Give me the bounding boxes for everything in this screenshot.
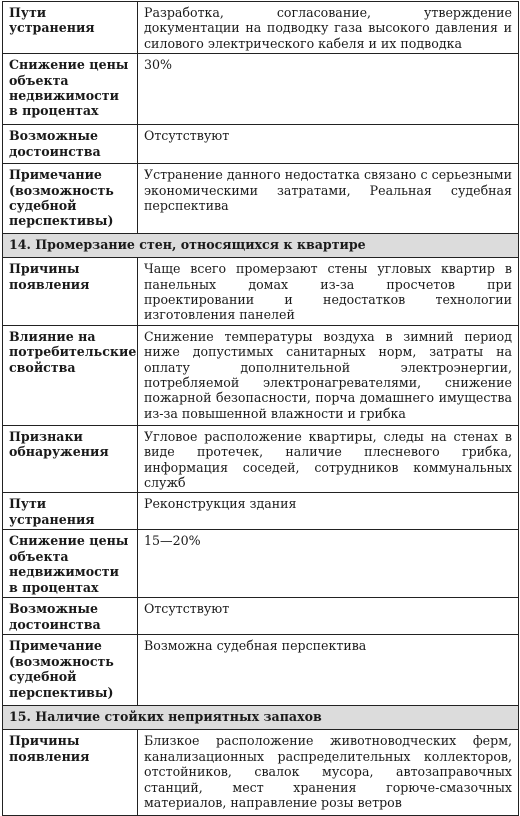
table-row [3,54,519,125]
row-value: 30% [138,54,519,125]
section-title: 15. Наличие стойких неприятных запахов [3,706,519,730]
table-row [3,425,519,493]
row-value: Угловое расположение квартиры, следы на стенах в виде протечек, наличие плесневого грибка, информация соседей, сотрудников коммунальных служб [138,425,519,493]
table-row [3,493,519,530]
table-row [3,325,519,425]
row-label: Причины появления [3,730,138,816]
row-label: Пути устранения [3,493,138,530]
row-value: Снижение температуры воздуха в зимний период ниже допустимых санитарных норм, затраты на оплату дополнительной электроэнергии, потребляемой электронагревателями, снижение пожарной безопасности, порча домашнего имущества из-за повышенной влажности и грибка [138,325,519,425]
row-value: Разработка, согласование, утверждение документации на подводку газа высокого давления и силового электрического кабеля и их подводка [138,2,519,54]
table-row [3,258,519,326]
table-row [3,125,519,164]
row-value: Устранение данного недостатка связано с серьезными экономическими затратами, Реальная судебная перспектива [138,164,519,234]
table-row [3,598,519,635]
row-label: Признаки обнаружения [3,425,138,493]
row-label: Примечание (возможность судебной перспективы) [3,635,138,706]
table-row [3,2,519,54]
row-label: Примечание (возможность судебной перспективы) [3,164,138,234]
row-value: Реконструкция здания [138,493,519,530]
section-row [3,234,519,258]
row-label: Возможные достоинства [3,598,138,635]
section-row [3,706,519,730]
row-label: Причины появления [3,258,138,326]
row-value: Возможна судебная перспектива [138,635,519,706]
section-title: 14. Промерзание стен, относящихся к квартире [3,234,519,258]
row-label: Возможные достоинства [3,125,138,164]
row-label: Влияние на потребительские свойства [3,325,138,425]
table-row [3,730,519,816]
table-row [3,635,519,706]
row-value: Близкое расположение животноводческих ферм, канализационных распределительных коллекторов, отстойников, свалок мусора, автозаправочных станций, мест хранения горюче-смазочных материалов, направление розы ветров [138,730,519,816]
row-value: 15—20% [138,530,519,598]
row-value: Отсутствуют [138,598,519,635]
table-row [3,530,519,598]
row-value: Чаще всего промерзают стены угловых квартир в панельных домах из-за просчетов при проектировании и недостатков технологии изготовления панелей [138,258,519,326]
row-label: Снижение цены объекта недвижимости в процентах [3,54,138,125]
defects-table [2,1,519,816]
document-page [2,1,518,816]
row-value: Отсутствуют [138,125,519,164]
row-label: Снижение цены объекта недвижимости в процентах [3,530,138,598]
row-label: Пути устранения [3,2,138,54]
table-row [3,164,519,234]
